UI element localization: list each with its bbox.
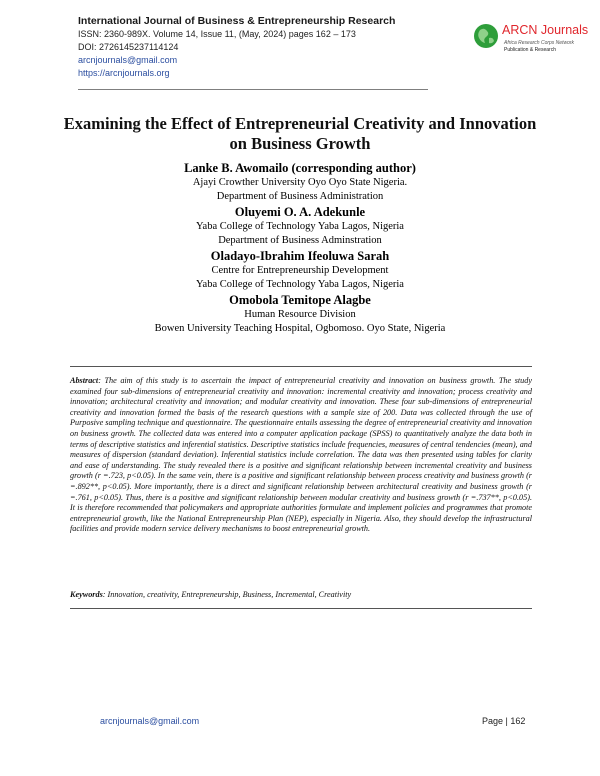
keywords-text: : Innovation, creativity, Entrepreneurship, Business, Incremental, Creativity: [102, 590, 352, 599]
author-affiliation: Human Resource Division: [244, 309, 356, 320]
author-name: Omobola Temitope Alagbe: [229, 293, 371, 307]
abstract: [70, 376, 532, 535]
abstract-top-rule: [70, 366, 532, 367]
footer-email-link[interactable]: arcnjournals@gmail.com: [100, 716, 200, 726]
author-affiliation: Yaba College of Technology Yaba Lagos, Nigeria: [196, 279, 404, 290]
keywords-label: Keywords: [70, 590, 103, 599]
issn-line: ISSN: 2360-989X. Volume 14, Issue 11, (May, 2024) pages 162 – 173: [78, 29, 356, 39]
page-number: Page | 162: [482, 716, 526, 726]
globe-icon: [472, 22, 500, 50]
doi-line: DOI: 2726145237114124: [78, 42, 179, 52]
author-affiliation: Bowen University Teaching Hospital, Ogbomoso. Oyo State, Nigeria: [154, 323, 446, 334]
arcn-logo: [470, 18, 589, 66]
header-url-link[interactable]: https://arcnjournals.org: [78, 68, 170, 78]
logo-tagline: Publication & Research: [504, 47, 556, 53]
logo-title: ARCN Journals: [502, 23, 589, 37]
author-affiliation: Ajayi Crowther University Oyo Oyo State Nigeria.: [192, 177, 408, 188]
author-affiliation: Department of Business Administration: [216, 191, 384, 202]
author-affiliation: Yaba College of Technology Yaba Lagos, Nigeria: [196, 221, 404, 232]
header-email-link[interactable]: arcnjournals@gmail.com: [78, 55, 178, 65]
author-name: Lanke B. Awomailo (corresponding author): [184, 161, 416, 175]
header-divider: [78, 89, 428, 90]
abstract-label: Abstract: [70, 376, 99, 385]
keywords: [70, 590, 532, 599]
author-affiliation: Department of Business Adminstration: [218, 235, 382, 246]
keywords-bottom-rule: [70, 608, 532, 609]
logo-subtitle: Africa Research Corps Network: [504, 40, 575, 46]
journal-name: International Journal of Business & Entrepreneurship Research: [78, 15, 396, 27]
author-affiliation: Centre for Entrepreneurship Development: [211, 265, 389, 276]
abstract-text: : The aim of this study is to ascertain the impact of entrepreneurial creativity and innovation on business growth. The study examined four sub-dimensions of entrepreneurial creativity and innovation: incremental creativity and innovation; process creativity and innovation; architectural creativity and innovation; and modular creativity and innovation. These four sub-dimensions of entrepreneurial creativity and innovation formed the basis of the research questions with a sample size of 200. Data was collected through the use of Purposive sampling technique and questionnaire. The questionnaire entails assessing the degree of entrepreneurial creativity and innovation on business growth. The collected data was entered into a computer application package (SPSS) to quantitatively analyze the data both in terms of descriptive statistics and inferential statistics. Descriptive statistics include frequencies, measures of central tendencies (mean), and measures of dispersion (standard deviation). Inferential statistics include correlation. The data was then presented using tables for clarity and ease of understanding. The study revealed there is a positive and significant relationship between incremental creativity and business growth (r =.723, p<0.05). In the same vein, there is a positive and significant relationship between process creativity and business growth (r =.892**, p<0.05). More importantly, there is a direct and significant relationship between architectural creativity and business growth (r =.761, p<0.05). Thus, there is a positive and significant relationship between modular creativity and business growth (r =.737**, p<0.05). It is therefore recommended that policymakers and appropriate authorities formulate and implement policies and programmes that promote entrepreneurial growth, like the National Entrepreneurship Plan (NEP), especially in Nigeria. Also, they should develop the infrastructural facilities and provide modern service delivery mechanisms to boost entrepreneurial growth.: [70, 376, 532, 534]
journal-header: [78, 14, 538, 80]
author-name: Oladayo-Ibrahim Ifeoluwa Sarah: [210, 249, 390, 263]
paper-title: Examining the Effect of Entrepreneurial Creativity and Innovation on Business Growth: [63, 114, 537, 153]
author-name: Oluyemi O. A. Adekunle: [234, 205, 366, 219]
author-block: [60, 160, 540, 336]
